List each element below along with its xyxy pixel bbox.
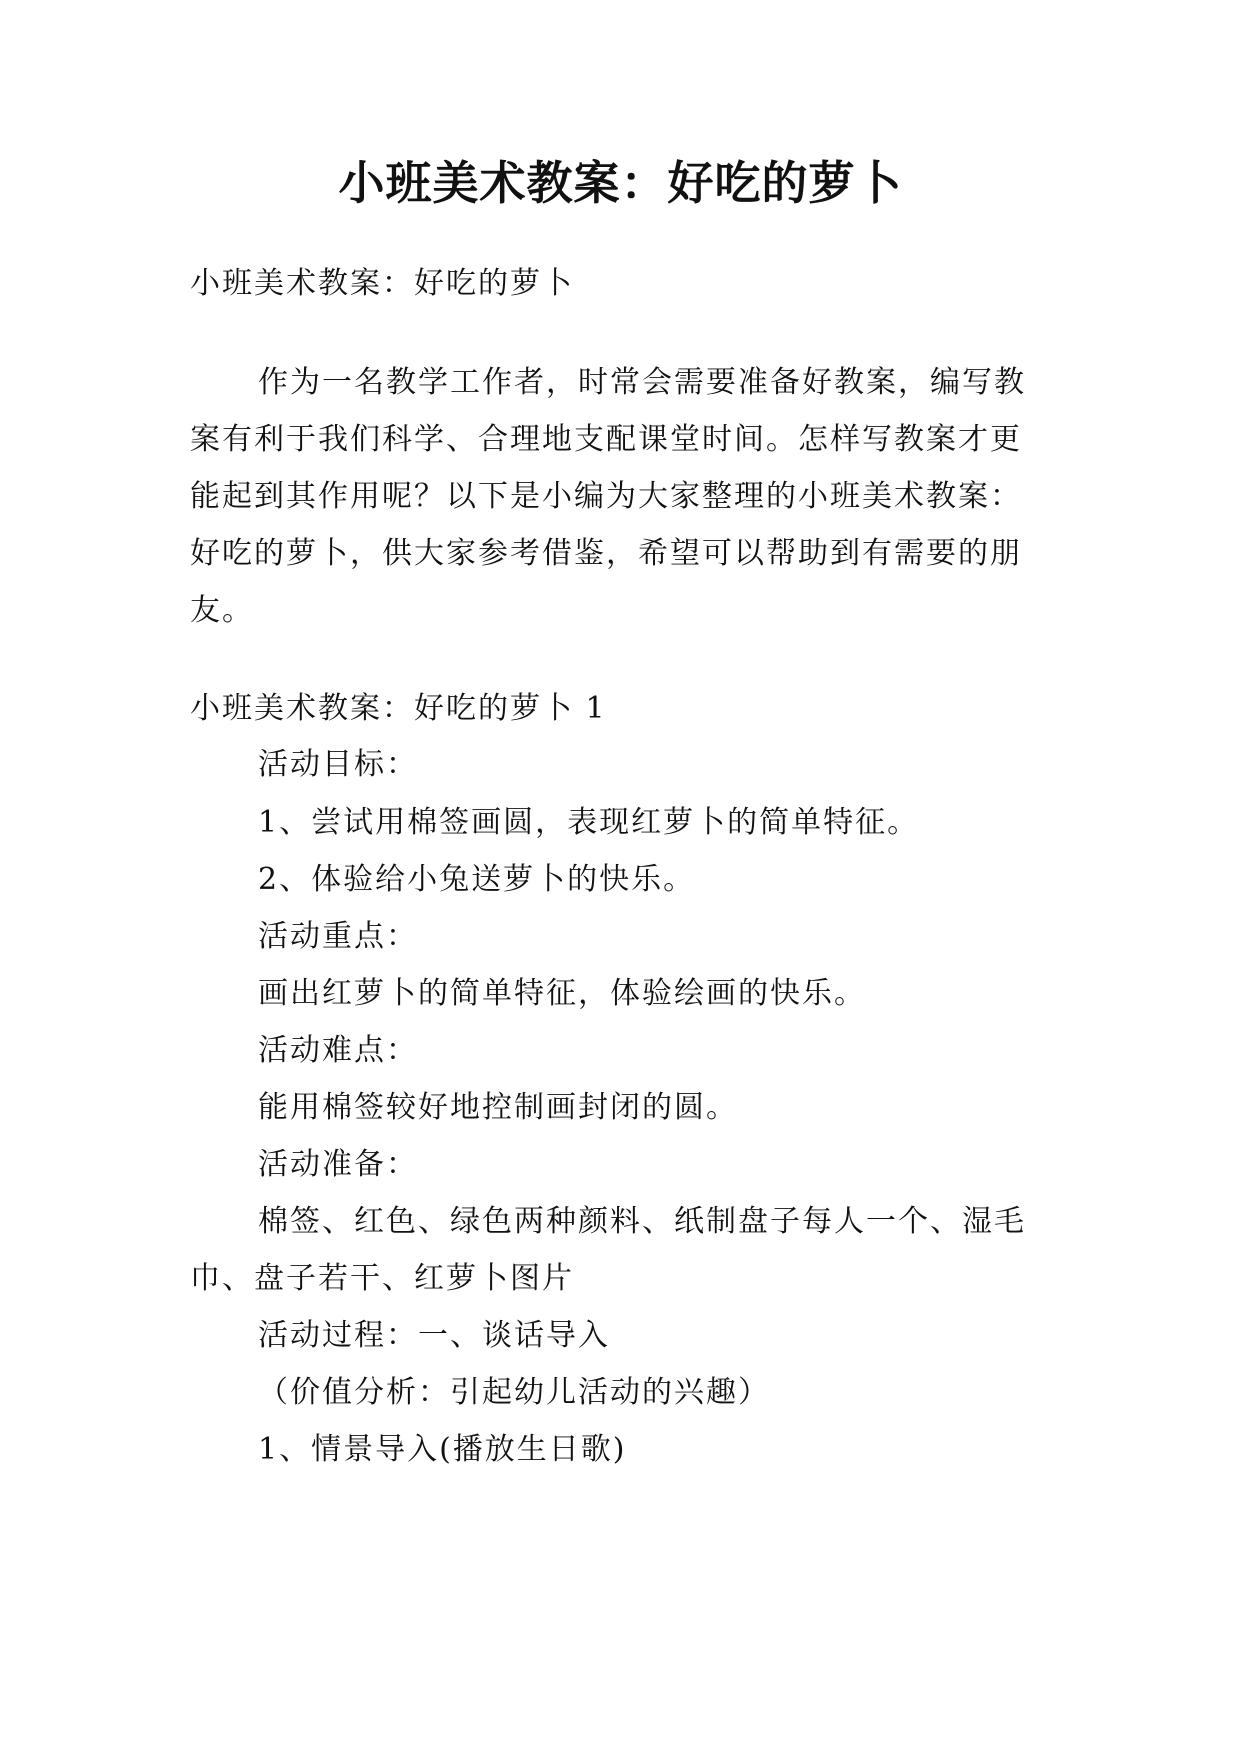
intro-line: 作为一名教学工作者，时常会需要准备好教案，编写教	[258, 365, 1026, 400]
intro-line: 案有利于我们科学、合理地支配课堂时间。怎样写教案才更	[190, 422, 1022, 457]
body-line: 能用棉签较好地控制画封闭的圆。	[258, 1090, 738, 1125]
document-subtitle: 小班美术教案：好吃的萝卜	[190, 266, 574, 301]
body-line: 活动过程：一、谈话导入	[258, 1318, 610, 1353]
body-line: 1、情景导入(播放生日歌)	[258, 1432, 627, 1467]
body-line: 巾、盘子若干、红萝卜图片	[190, 1261, 574, 1296]
body-line: 活动难点：	[258, 1033, 418, 1068]
body-line: 画出红萝卜的简单特征，体验绘画的快乐。	[258, 976, 866, 1011]
body-line: 活动目标：	[258, 747, 418, 782]
section-heading: 小班美术教案：好吃的萝卜 1	[190, 691, 607, 726]
document-title: 小班美术教案：好吃的萝卜	[338, 156, 903, 210]
body-line: 棉签、红色、绿色两种颜料、纸制盘子每人一个、湿毛	[258, 1204, 1026, 1239]
body-line: 活动准备：	[258, 1147, 418, 1182]
body-line: 1、尝试用棉签画圆，表现红萝卜的简单特征。	[258, 805, 920, 840]
body-line: 活动重点：	[258, 919, 418, 954]
intro-line: 好吃的萝卜，供大家参考借鉴，希望可以帮助到有需要的朋	[190, 536, 1022, 571]
body-line: （价值分析：引起幼儿活动的兴趣）	[258, 1375, 770, 1410]
body-line: 2、体验给小兔送萝卜的快乐。	[258, 862, 696, 897]
intro-line: 能起到其作用呢？以下是小编为大家整理的小班美术教案：	[190, 479, 1022, 514]
intro-line: 友。	[190, 593, 254, 628]
